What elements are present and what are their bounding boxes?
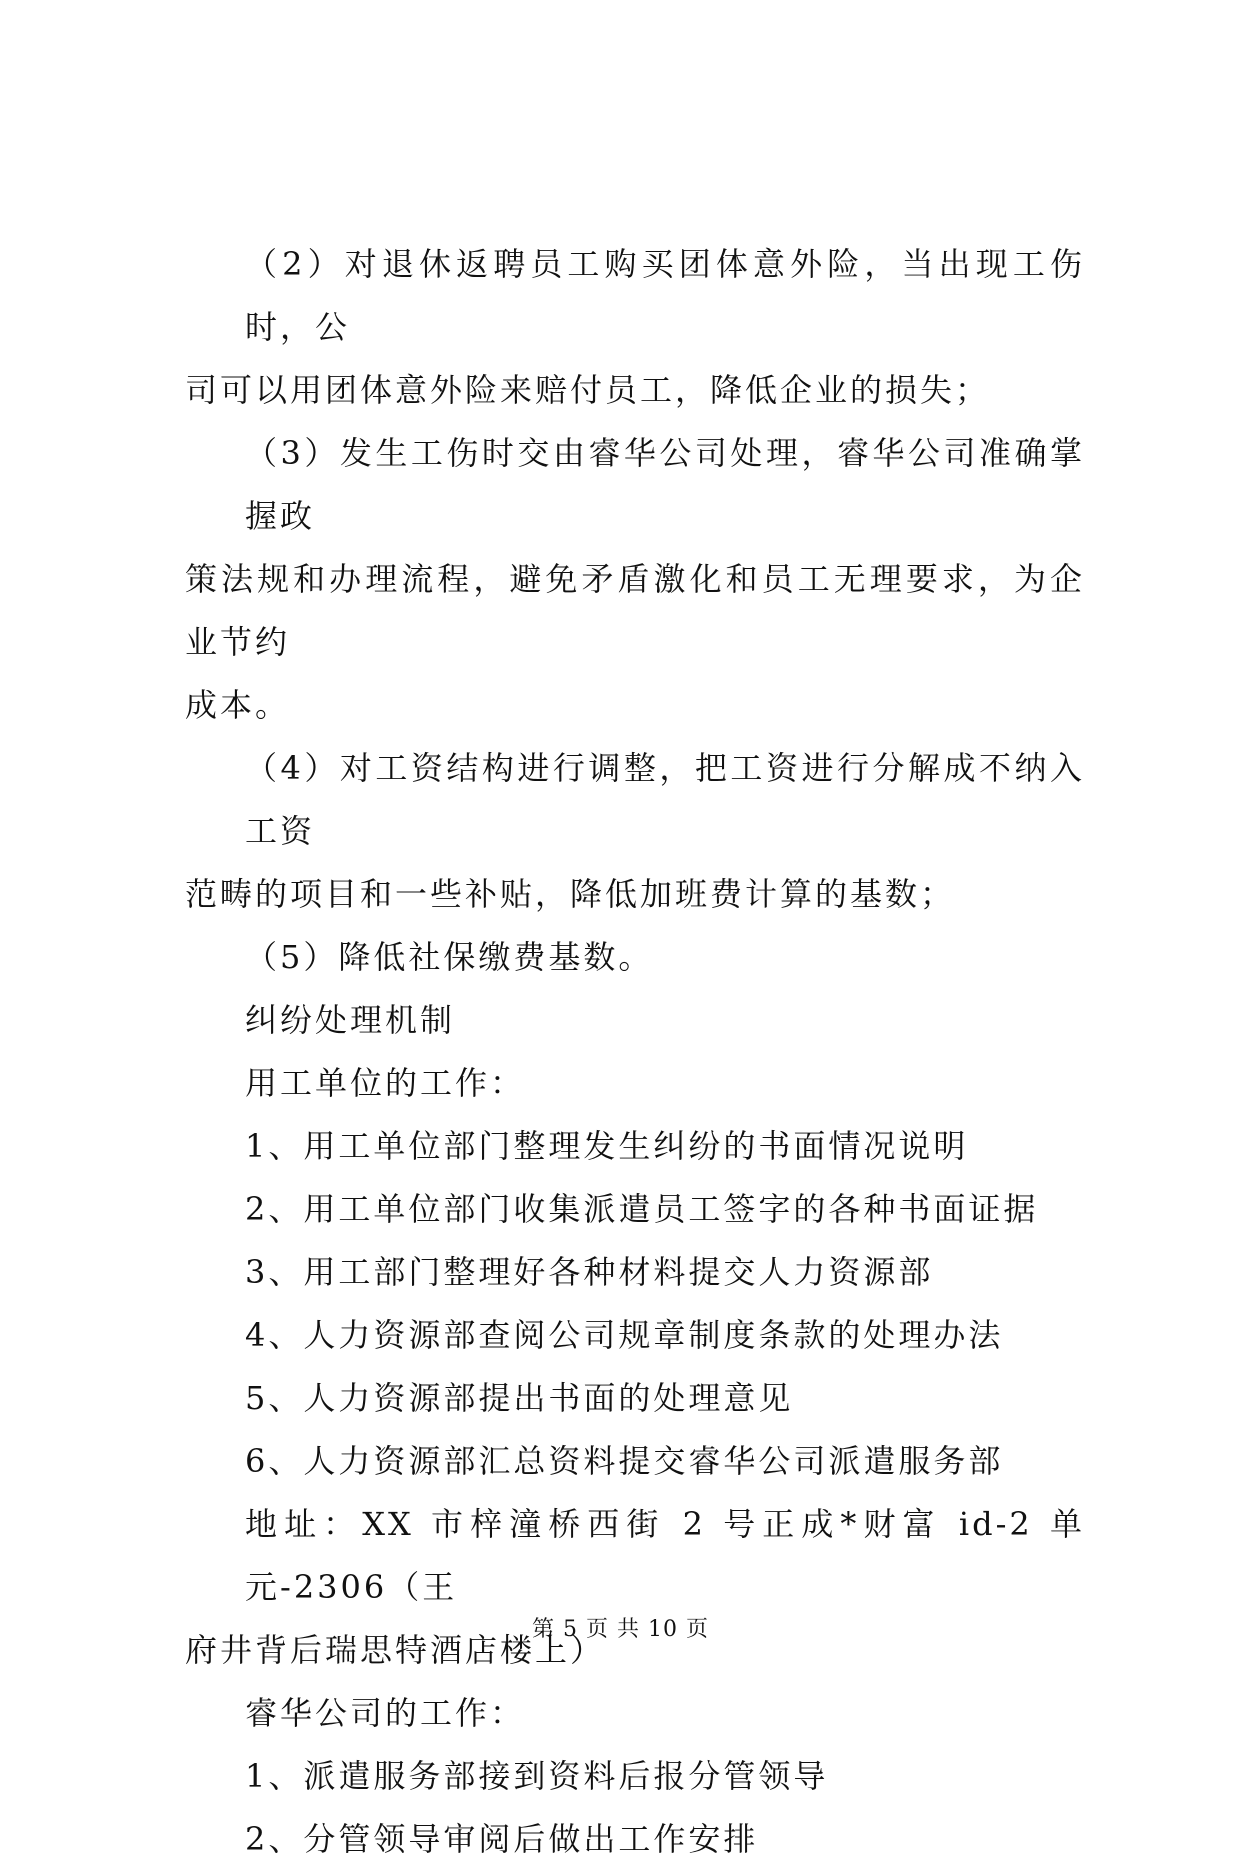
- text-line: （3）发生工伤时交由睿华公司处理，睿华公司准确掌握政: [245, 434, 1085, 535]
- text-line: （5）降低社保缴费基数。: [245, 938, 654, 976]
- list-item: [185, 1304, 1085, 1367]
- text-line: 纠纷处理机制: [245, 1001, 456, 1039]
- list-item: [185, 1241, 1085, 1304]
- list-item: [185, 1430, 1085, 1493]
- text-line: 1、派遣服务部接到资料后报分管领导: [245, 1757, 829, 1795]
- text-line: （4）对工资结构进行调整，把工资进行分解成不纳入工资: [245, 749, 1085, 850]
- paragraph-wage-structure: [185, 737, 1085, 926]
- section-heading-dispute: [185, 989, 1085, 1052]
- list-item: [185, 1745, 1085, 1808]
- page-number-footer: 第 5 页 共 10 页: [532, 1617, 709, 1642]
- subheading-company-work: [185, 1682, 1085, 1745]
- text-line: 3、用工部门整理好各种材料提交人力资源部: [245, 1253, 934, 1291]
- text-line: 4、人力资源部查阅公司规章制度条款的处理办法: [245, 1316, 1004, 1354]
- address-paragraph: [185, 1493, 1085, 1682]
- text-line: 睿华公司的工作：: [245, 1694, 526, 1732]
- text-line: 5、人力资源部提出书面的处理意见: [245, 1379, 794, 1417]
- text-line: 2、分管领导审阅后做出工作安排: [245, 1820, 759, 1858]
- text-line: （2）对退休返聘员工购买团体意外险，当出现工伤时，公: [245, 245, 1085, 346]
- list-item: [185, 1367, 1085, 1430]
- paragraph-injury-handling: [185, 422, 1085, 737]
- text-line: 地址：XX 市梓潼桥西街 2 号正成*财富 id-2 单元-2306（王: [245, 1505, 1085, 1606]
- subheading-employer-work: [185, 1052, 1085, 1115]
- text-line: 司可以用团体意外险来赔付员工，降低企业的损失；: [185, 371, 991, 409]
- text-line: 范畴的项目和一些补贴，降低加班费计算的基数；: [185, 875, 956, 913]
- text-line: 1、用工单位部门整理发生纠纷的书面情况说明: [245, 1127, 969, 1165]
- text-line: 府井背后瑞思特酒店楼上）: [185, 1631, 606, 1669]
- text-line: 6、人力资源部汇总资料提交睿华公司派遣服务部: [245, 1442, 1004, 1480]
- text-line: 2、用工单位部门收集派遣员工签字的各种书面证据: [245, 1190, 1039, 1228]
- list-item: [185, 1115, 1085, 1178]
- text-line: 成本。: [185, 686, 291, 724]
- paragraph-insurance: [185, 233, 1085, 422]
- list-item: [185, 1178, 1085, 1241]
- text-line: 策法规和办理流程，避免矛盾激化和员工无理要求，为企业节约: [185, 560, 1085, 661]
- text-line: 用工单位的工作：: [245, 1064, 526, 1102]
- list-item: [185, 1808, 1085, 1871]
- paragraph-social-security: [185, 926, 1085, 989]
